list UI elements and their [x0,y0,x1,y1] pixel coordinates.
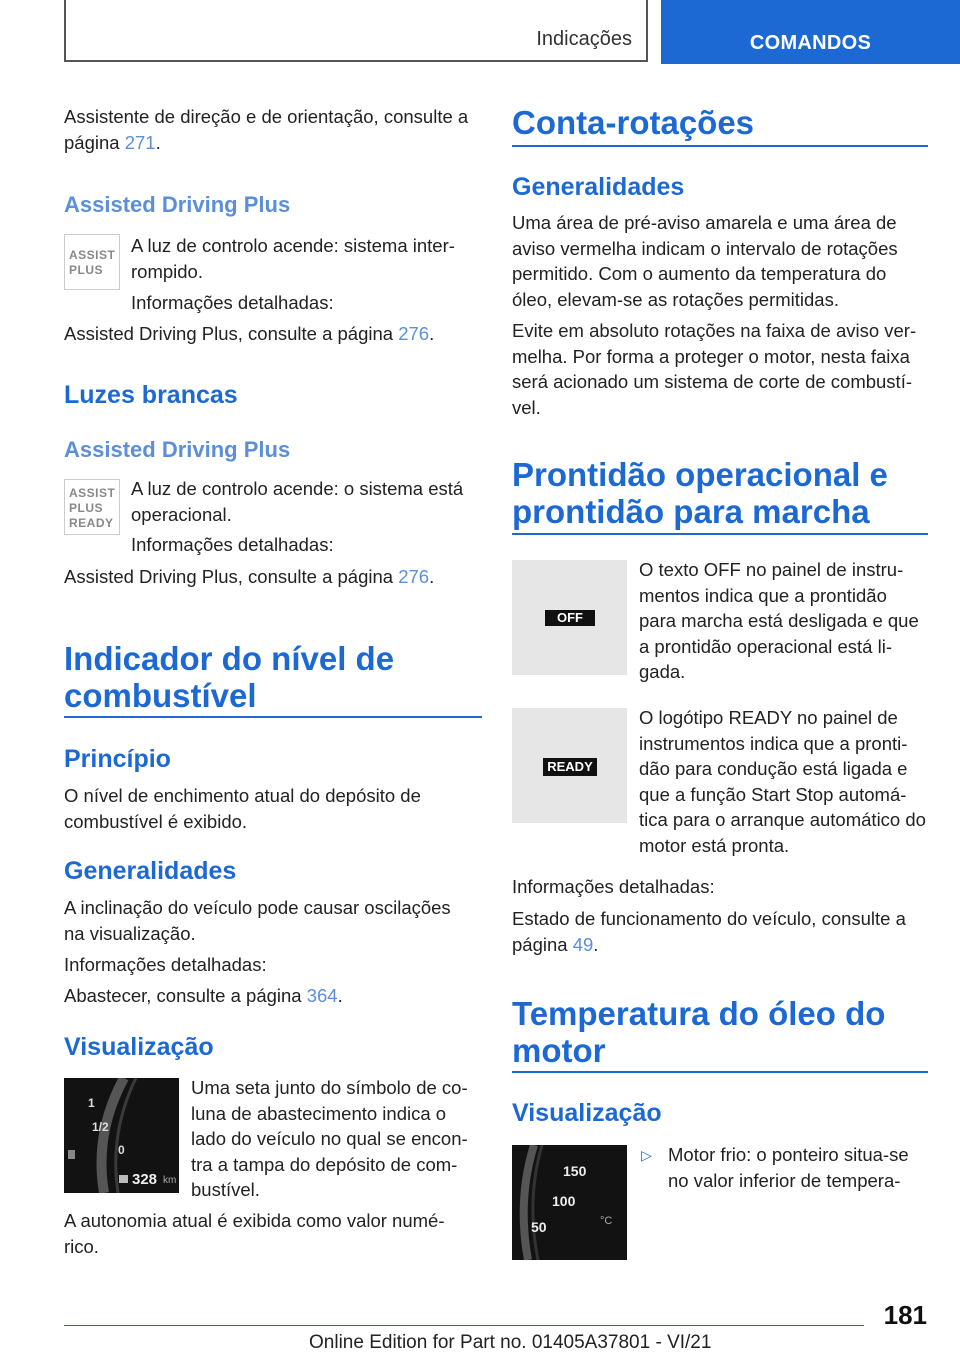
intro-text: Assistente de direção e de orientação, consulte a página [64,106,469,153]
oil-bullet-text: Motor frio: o ponteiro situa-se no valor inferior de tempera- [668,1144,909,1191]
fuel-gauge-graphic [64,1078,179,1193]
assist-plus-ready-icon [64,479,120,535]
ready-more-label: Informações detalhadas: [512,876,715,897]
section-tab [64,0,648,62]
adp2-ref: Assisted Driving Plus, consulte a página 276. [64,566,435,587]
page-link-271[interactable]: 271 [124,131,156,153]
off-badge: OFF [545,610,595,626]
fuel-display-heading: Visualização [64,1033,214,1061]
ready-text-side [639,705,929,858]
fuel-gauge-image [64,1078,179,1193]
fuel-gauge-half: 1/2 [92,1120,109,1134]
ready-title [512,456,888,530]
ready-text: O logótipo READY no painel de instrumentos indica que a pronti-dão para condução está ligada e que a função Start Stop automá-tica para o arranque automático do motor está pronta. [639,707,926,856]
off-text: O texto OFF no painel de instru-mentos indica que a prontidão para marcha está desligada e que a prontidão operacional está li-gada. [639,559,919,682]
icon-line: PLUS [69,501,104,515]
adp1-more-label: Informações detalhadas: [131,292,334,313]
adp1-text: A luz de controlo acende: sistema inter-rompido. [131,235,455,282]
adp2-ref-text: Assisted Driving Plus, consulte a página [64,566,394,587]
edition-text: Online Edition for Part no. 01405A37801 - VI/21 [309,1332,712,1353]
oil-title-rule [512,1071,928,1073]
footer-rule [64,1325,864,1326]
icon-line: ASSIST [69,248,116,262]
rpm-title: Conta-rotações [512,104,755,141]
oil-title-line2: motor [512,1032,606,1069]
oil-title-line1: Temperatura do óleo do [512,995,886,1032]
adp2-heading: Assisted Driving Plus [64,437,291,462]
oil-gauge-50: 50 [531,1219,547,1235]
fuel-range-value: 328 [132,1171,158,1188]
icon-line: ASSIST [69,486,116,500]
rpm-text-1: Uma área de pré-aviso amarela e uma área de aviso vermelha indicam o intervalo de rotações permitido. Com o aumento da temperatura do óleo, elevam-se as rotações permitidas. [512,212,898,310]
fuel-range-text: A autonomia atual é exibida como valor numé-rico. [64,1210,445,1257]
page-header [64,0,960,64]
adp1-ref-text: Assisted Driving Plus, consulte a página [64,323,394,344]
ready-title-line1: Prontidão operacional e [512,456,888,493]
oil-gauge-150: 150 [563,1163,587,1179]
page-link-364[interactable]: 364 [306,985,338,1006]
oil-display-heading: Visualização [512,1099,662,1127]
fuel-title-line1: Indicador do nível de [64,640,395,677]
fuel-general-heading: Generalidades [64,857,237,885]
fuel-more-label: Informações detalhadas: [64,954,267,975]
oil-temp-unit: °C [600,1215,613,1227]
adp2-more-label: Informações detalhadas: [131,534,334,555]
ready-display-image [512,708,627,823]
ready-badge: READY [543,758,597,776]
icon-line: PLUS [69,263,104,277]
icon-line: READY [69,516,114,530]
intro-paragraph: Assistente de direção e de orientação, consulte a página 271. [64,106,469,153]
fuel-gauge-empty: 0 [118,1143,125,1157]
off-display-image [512,560,627,675]
bullet-marker: ▷ [641,1147,652,1163]
fuel-ref: Abastecer, consulte a página 364. [64,985,343,1006]
chapter-tab: COMANDOS [661,0,960,64]
oil-gauge-100: 100 [552,1193,576,1209]
fuel-range-unit: km [163,1175,177,1186]
rpm-text-2: Evite em absoluto rotações na faixa de aviso ver-melha. Por forma a proteger o motor, nesta faixa será acionado um sistema de corte de combustí-vel. [512,320,917,418]
adp1-ref: Assisted Driving Plus, consulte a página 276. [64,323,435,344]
fuel-title-rule [64,716,482,718]
page-number: 181 [883,1300,927,1330]
page-link-49[interactable]: 49 [572,933,594,955]
page-link-276[interactable]: 276 [398,323,430,344]
fuel-display-text: Uma seta junto do símbolo de co-luna de abastecimento indica o lado do veículo no qual se encon-tra a tampa do depósito de com-bustível. [191,1077,468,1200]
rpm-title-rule [512,145,928,147]
ready-title-rule [512,533,928,535]
principle-heading: Princípio [64,745,171,773]
principle-text: O nível de enchimento atual do depósito de combustível é exibido. [64,785,421,832]
ready-ref-text: Estado de funcionamento do veículo, consulte a página [512,908,906,955]
oil-gauge-image [512,1145,627,1260]
section-title: Indicações [536,28,632,50]
ready-ref: Estado de funcionamento do veículo, consulte a página 49. [512,908,906,955]
page-link-276b[interactable]: 276 [398,566,430,587]
oil-title [512,995,885,1069]
rpm-general-heading: Generalidades [512,173,685,201]
adp1-heading: Assisted Driving Plus [64,192,291,217]
ready-title-line2: prontidão para marcha [512,493,870,530]
white-lights-heading: Luzes brancas [64,381,238,409]
fuel-gauge-full: 1 [88,1096,95,1110]
fuel-ref-text: Abastecer, consulte a página [64,985,302,1006]
fuel-general-text: A inclinação do veículo pode causar oscilações na visualização. [64,897,451,944]
fuel-title [64,640,394,714]
assist-plus-icon [64,234,120,290]
fuel-title-line2: combustível [64,677,257,714]
adp2-text: A luz de controlo acende: o sistema está operacional. [131,478,464,525]
